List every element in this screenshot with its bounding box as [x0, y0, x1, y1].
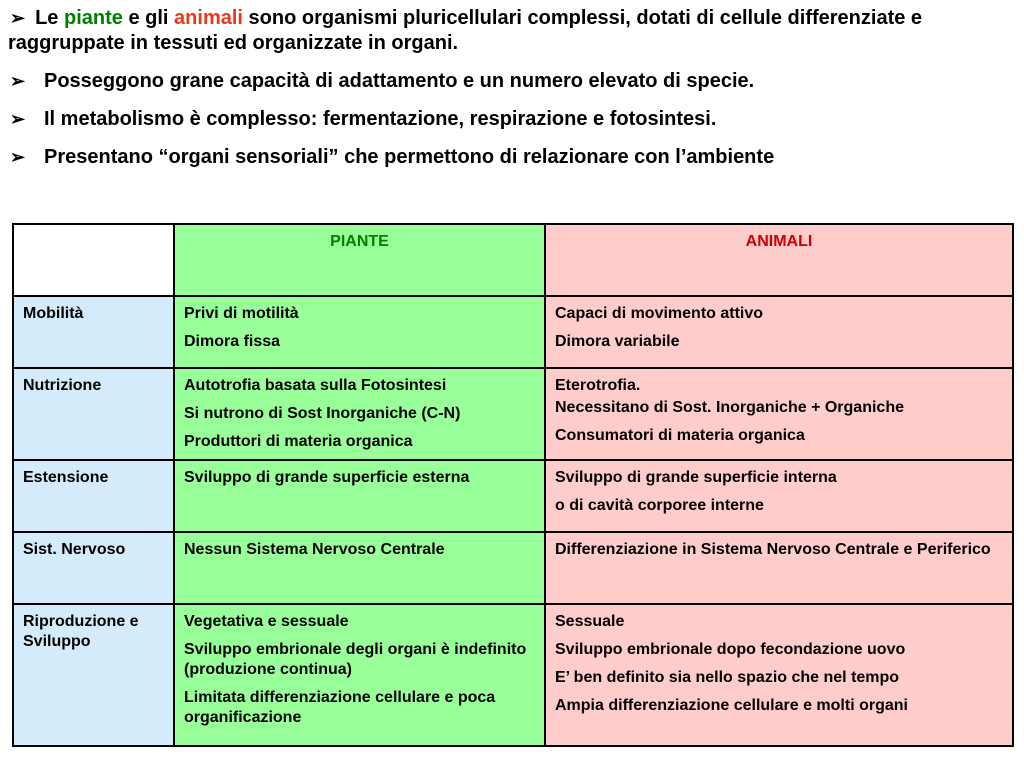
- cell-line: Autotrofia basata sulla Fotosintesi: [184, 377, 447, 394]
- piante-cell: [174, 368, 545, 460]
- bullet-list: [8, 6, 1012, 183]
- arrowhead-bullet-icon: ➢: [10, 109, 26, 129]
- bullet-4: [8, 145, 1012, 170]
- cell-line: o di cavità corporee interne: [555, 497, 764, 514]
- cell-line: Limitata differenziazione cellulare e poca organificazione: [184, 689, 496, 726]
- row-label: Mobilità: [13, 296, 174, 368]
- row-label: Estensione: [13, 460, 174, 532]
- bullet-1-le: Le: [35, 7, 59, 29]
- cell-line: Sviluppo di grande superficie esterna: [184, 469, 470, 486]
- bullet-2-text: Posseggono grane capacità di adattamento e un numero elevato di specie.: [44, 70, 755, 92]
- piante-cell: [174, 532, 545, 604]
- cell-line: Capaci di movimento attivo: [555, 305, 764, 322]
- bullet-1-animali: animali: [174, 7, 243, 29]
- cell-line: Dimora variabile: [555, 333, 680, 350]
- cell-line: Sviluppo embrionale degli organi è indefinito (produzione continua): [184, 641, 527, 678]
- cell-line: Eterotrofia.: [555, 377, 641, 394]
- bullet-1-egli: e gli: [128, 7, 169, 29]
- comparison-table: [12, 223, 1014, 747]
- cell-line: Differenziazione in Sistema Nervoso Centrale e Periferico: [555, 541, 991, 558]
- bullet-2: [8, 69, 1012, 94]
- cell-line: Produttori di materia organica: [184, 433, 413, 450]
- cell-line: E’ ben definito sia nello spazio che nel tempo: [555, 669, 900, 686]
- bullet-1-rest: sono organismi pluricellulari complessi, dotati di cellule differenziate e raggruppate in tessuti ed organizzate in organi.: [8, 7, 923, 54]
- table-row: [13, 296, 1013, 368]
- cell-line: Vegetativa e sessuale: [184, 613, 349, 630]
- header-corner-cell: [13, 224, 174, 296]
- table-row: [13, 604, 1013, 746]
- animali-cell: [545, 368, 1013, 460]
- bullet-1-piante: piante: [64, 7, 123, 29]
- animali-cell: [545, 460, 1013, 532]
- piante-cell: [174, 296, 545, 368]
- row-label: Riproduzione e Sviluppo: [13, 604, 174, 746]
- cell-line: Nessun Sistema Nervoso Centrale: [184, 541, 445, 558]
- table-header-row: [13, 224, 1013, 296]
- bullet-3-text: Il metabolismo è complesso: fermentazione, respirazione e fotosintesi.: [44, 108, 717, 130]
- cell-line: Sviluppo embrionale dopo fecondazione uovo: [555, 641, 906, 658]
- table-row: [13, 460, 1013, 532]
- bullet-4-text: Presentano “organi sensoriali” che permettono di relazionare con l’ambiente: [44, 146, 775, 168]
- row-label: Sist. Nervoso: [13, 532, 174, 604]
- arrowhead-bullet-icon: ➢: [10, 71, 26, 91]
- bullet-1: [8, 6, 1012, 56]
- cell-line: Sessuale: [555, 613, 625, 630]
- header-animali: ANIMALI: [545, 224, 1013, 296]
- arrowhead-bullet-icon: ➢: [10, 8, 26, 28]
- row-label: Nutrizione: [13, 368, 174, 460]
- cell-line: Privi di motilità: [184, 305, 299, 322]
- animali-cell: [545, 296, 1013, 368]
- cell-line: Dimora fissa: [184, 333, 281, 350]
- table-row: [13, 532, 1013, 604]
- piante-cell: [174, 460, 545, 532]
- cell-line: Sviluppo di grande superficie interna: [555, 469, 837, 486]
- animali-cell: [545, 604, 1013, 746]
- bullet-3: [8, 107, 1012, 132]
- header-piante: PIANTE: [174, 224, 545, 296]
- cell-line: Consumatori di materia organica: [555, 427, 805, 444]
- cell-line: Necessitano di Sost. Inorganiche + Organiche: [555, 399, 904, 416]
- arrowhead-bullet-icon: ➢: [10, 147, 26, 167]
- piante-cell: [174, 604, 545, 746]
- table-row: [13, 368, 1013, 460]
- animali-cell: [545, 532, 1013, 604]
- cell-line: Ampia differenziazione cellulare e molti organi: [555, 697, 908, 714]
- cell-line: Si nutrono di Sost Inorganiche (C-N): [184, 405, 461, 422]
